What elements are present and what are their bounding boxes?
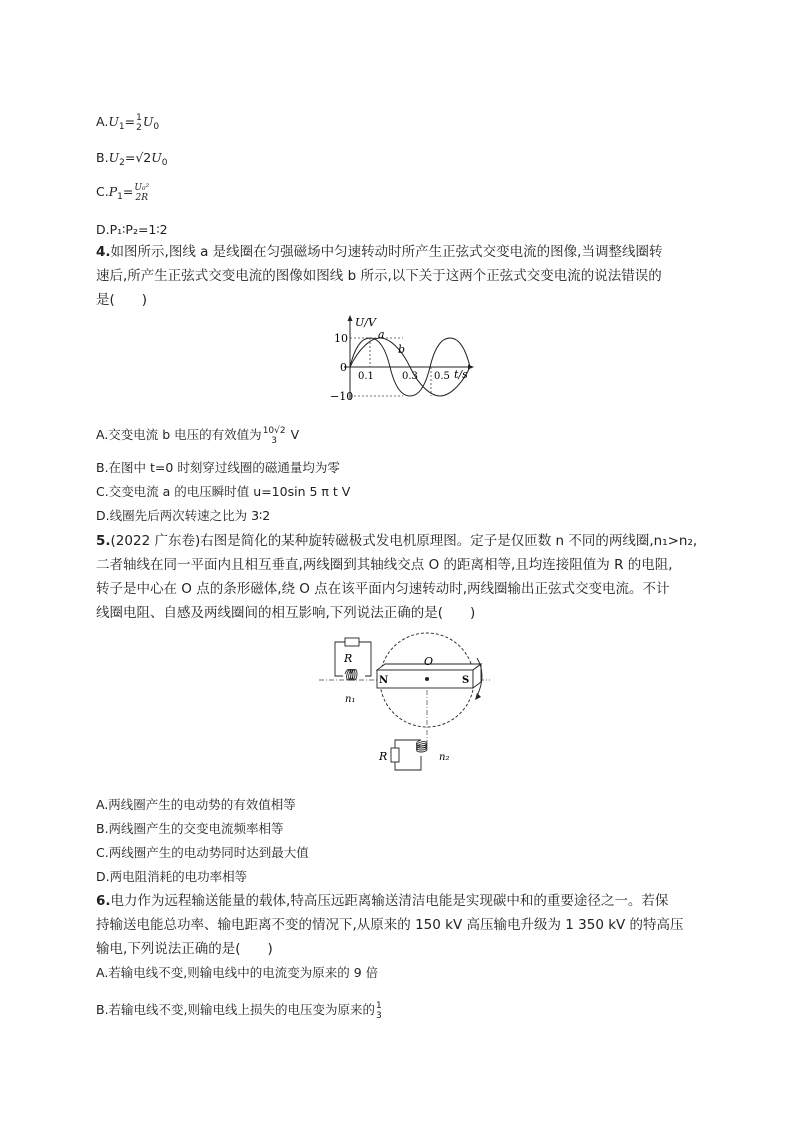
magnet-n-label: N — [379, 675, 389, 686]
x-axis-label: t/s — [454, 368, 468, 381]
q5-option-d: D.两电阻消耗的电功率相等 — [96, 869, 248, 884]
q4-option-a: A.交变电流 b 电压的有效值为 10√2 3 V — [96, 425, 300, 446]
q3-option-a: $A.U_1=$ 1 2 $U_0$ — [96, 112, 160, 133]
y-tick-bottom: −10 — [330, 390, 354, 403]
q6-option-b: B.若输电线不变,则输电线上损失的电压变为原来的 1 3 — [96, 1000, 382, 1021]
y-tick-top: 10 — [334, 332, 348, 345]
q4-option-c: C.交变电流 a 的电压瞬时值 u=10sin 5 π t V — [96, 484, 351, 499]
q6-stem-line2: 持输送电能总功率、输电距离不变的情况下,从原来的 150 kV 高压输电升级为 1 350 kV 的特高压 — [96, 917, 684, 933]
q3-option-c: $C.P_1=$ U₀² 2R — [96, 182, 150, 203]
q4-voltage-graph — [330, 312, 480, 404]
q6-option-a: A.若输电线不变,则输电线中的电流变为原来的 9 倍 — [96, 965, 379, 980]
q4-option-b: B.在图中 t=0 时刻穿过线圈的磁通量均为零 — [96, 460, 340, 475]
q5-option-a: A.两线圈产生的电动势的有效值相等 — [96, 797, 296, 812]
origin-label: 0 — [340, 361, 347, 374]
q5-generator-diagram — [315, 630, 495, 780]
center-o-label: O — [424, 655, 434, 668]
q4-stem-line1: 4.如图所示,图线 a 是线圈在匀强磁场中匀速转动时所产生正弦式交变电流的图像,当调整线圈转 — [96, 244, 663, 260]
fraction: 10√2 3 — [262, 425, 286, 446]
curve-b-label: b — [398, 343, 406, 356]
q4-option-d: D.线圈先后两次转速之比为 3∶2 — [96, 508, 271, 523]
y-axis-label: U/V — [355, 316, 376, 329]
q5-stem-line4: 线圈电阻、自感及两线圈间的相互影响,下列说法正确的是( ) — [96, 605, 476, 621]
fraction: 1 3 — [376, 1000, 382, 1021]
x-tick-1: 0.1 — [358, 371, 374, 382]
q3-option-d: D.P₁∶P₂=1∶2 — [96, 222, 168, 237]
q6-stem-line3: 输电,下列说法正确的是( ) — [96, 941, 273, 957]
q4-stem-line3: 是( ) — [96, 292, 148, 308]
fraction: U₀² 2R — [134, 182, 150, 203]
q3-option-b: $B.U_2=√2U_0$ — [96, 150, 168, 168]
resistor-top-label: R — [344, 652, 353, 665]
q5-stem-line1: 5.(2022 广东卷)右图是简化的某种旋转磁极式发电机原理图。定子是仅匝数 n 不同的两线圈,n₁>n₂, — [96, 533, 698, 549]
q5-option-c: C.两线圈产生的电动势同时达到最大值 — [96, 845, 309, 860]
coil-n2-label: n₂ — [439, 752, 450, 763]
curve-a-label: a — [378, 328, 385, 341]
q6-stem-line1: 6.电力作为远程输送能量的载体,特高压远距离输送清洁电能是实现碳中和的重要途径之一。若保 — [96, 893, 669, 909]
coil-n1-label: n₁ — [345, 694, 356, 705]
q5-option-b: B.两线圈产生的交变电流频率相等 — [96, 821, 284, 836]
x-tick-2: 0.3 — [402, 371, 418, 382]
q5-stem-line2: 二者轴线在同一平面内且相互垂直,两线圈到其轴线交点 O 的距离相等,且均连接阻值为 R 的电阻, — [96, 557, 673, 573]
fraction: 1 2 — [136, 112, 142, 133]
resistor-bottom-label: R — [379, 750, 388, 763]
q4-stem-line2: 速后,所产生正弦式交变电流的图像如图线 b 所示,以下关于这两个正弦式交变电流的说法错误的 — [96, 268, 662, 284]
q5-stem-line3: 转子是中心在 O 点的条形磁体,绕 O 点在该平面内匀速转动时,两线圈输出正弦式交变电流。不计 — [96, 581, 670, 597]
x-tick-3: 0.5 — [434, 371, 450, 382]
magnet-s-label: S — [462, 675, 470, 686]
